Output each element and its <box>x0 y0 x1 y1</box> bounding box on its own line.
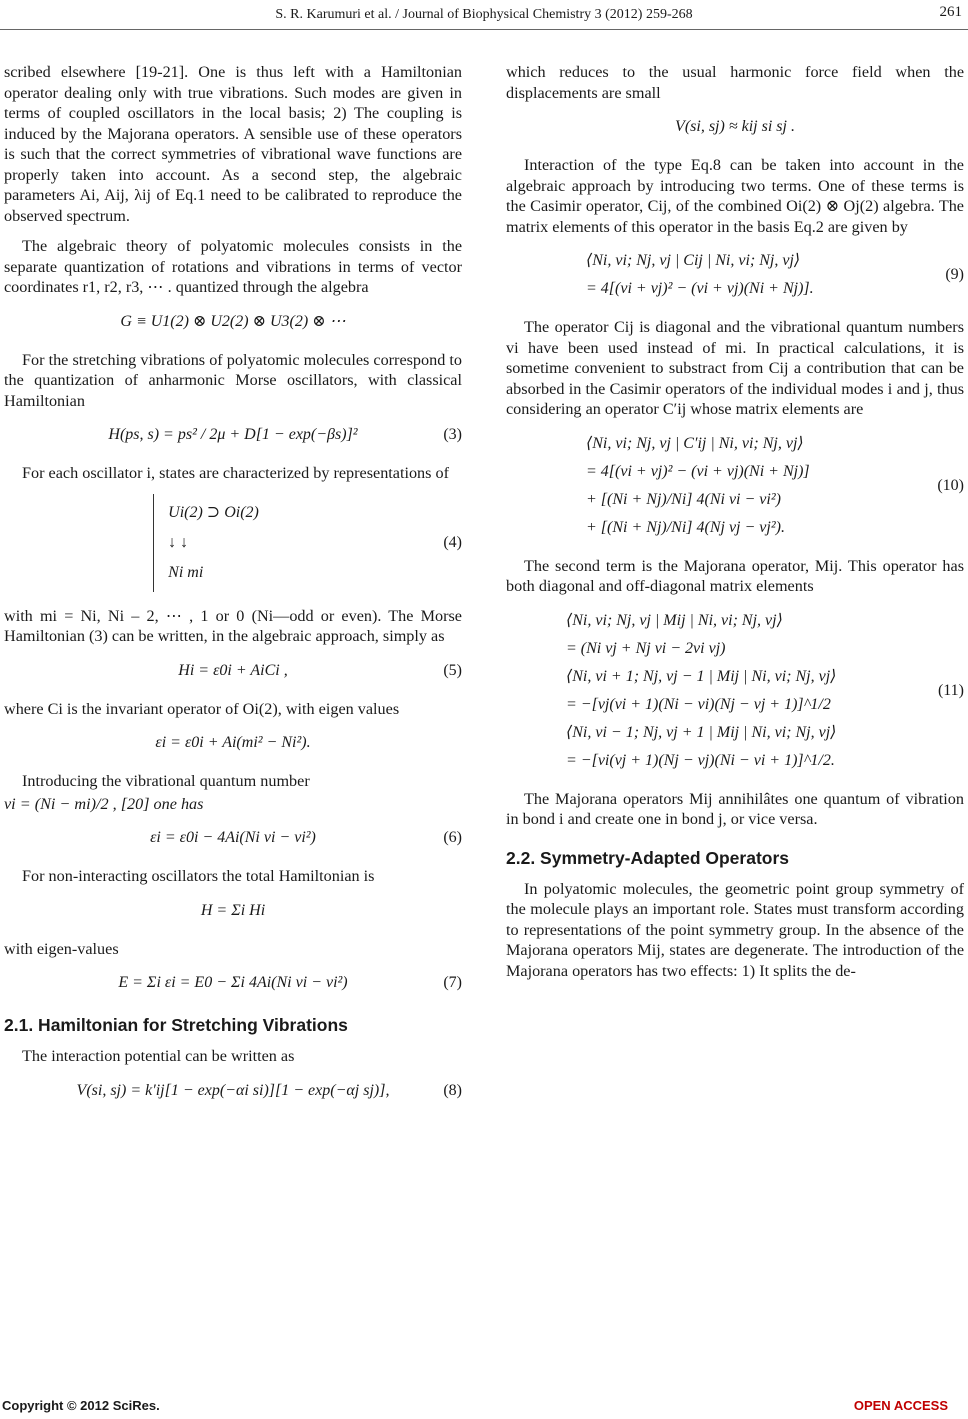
equation-4: Ui(2) ⊃ Oi(2) ↓ ↓ Ni mi (4) <box>4 494 462 592</box>
left-column <box>4 62 462 1119</box>
section-heading: 2.2. Symmetry-Adapted Operators <box>506 847 790 868</box>
equation-number: (7) <box>443 974 462 991</box>
paragraph: For each oscillator i, states are characterized by representations of <box>22 464 449 482</box>
equation-11: ⟨Ni, vi; Nj, vj | Mij | Ni, vi; Nj, vj⟩ = (Ni vj + Nj vi − 2vi vj) ⟨Ni, vi + 1; Nj, vj − 1 | Mij | Ni, vi; Nj, vj⟩ = −[vj(vi + 1)(Ni − vi)(Nj − vj + 1)]^1/2 ⟨Ni, vi − 1; Nj, vj + 1 | Mij | Ni, vi; Nj, vj⟩ = −[vi(vj + 1)(Nj − vj)(Ni − vi + 1)]^1/2. (11) <box>566 611 964 769</box>
equation-number: (5) <box>443 661 462 679</box>
paragraph: The Majorana operators Mij annihilâtes one quantum of vibration in bond i and create one in bond j, or vice versa. <box>506 789 964 828</box>
paragraph: with mi = Ni, Ni – 2, ⋯ , 1 or 0 (Ni—odd or even). The Morse Hamiltonian (3) can be written, in the algebraic approach, simply as <box>4 606 462 645</box>
paragraph: Interaction of the type Eq.8 can be taken into account in the algebraic approach by introducing two terms. One of these terms is the Casimir operator, Cij, of the combined Oi(2) ⊗ Oj(2) algebra. The matrix elements of this operator in the basis Eq.2 are given by <box>506 156 964 236</box>
equation-h: H = Σi Hi <box>200 901 266 919</box>
page-number: 261 <box>939 4 962 20</box>
paragraph: Introducing the vibrational quantum number <box>22 772 310 790</box>
paragraph: scribed elsewhere [19-21]. One is thus left with a Hamiltonian operator dealing only with true vibrations. Such modes are given in terms of coupled oscillators in the local basis; 2) The coupling is induced by the Majorana operators. A sensible use of these operators is such that the correct symmetries of vibrational wave functions are properly taken into account. As a second step, the algebraic parameters Ai, Aij, λij of Eq.1 need to be calibrated to reproduce the observed spectrum. <box>4 63 462 225</box>
equation-number: (4) <box>443 533 462 551</box>
paragraph: with eigen-values <box>4 939 119 958</box>
paragraph: νi = (Ni − mi)/2 , [20] one has <box>4 794 204 813</box>
running-header: S. R. Karumuri et al. / Journal of Biophysical Chemistry 3 (2012) 259-268 <box>275 7 693 22</box>
equation-5: Hi = ε0i + AiCi , (5) <box>4 657 462 685</box>
equation-9: ⟨Ni, vi; Nj, vj | Cij | Ni, vi; Nj, vj⟩ = 4[(vi + vj)² − (vi + vj)(Ni + Nj)]. (9) <box>586 252 964 297</box>
equation-eps: εi = ε0i + Ai(mi² − Ni²). <box>155 734 311 751</box>
equation-g: G ≡ U1(2) ⊗ U2(2) ⊗ U3(2) ⊗ ⋯ <box>120 312 346 330</box>
equation-number: (9) <box>945 265 964 283</box>
header-rule <box>0 29 968 30</box>
section-heading: 2.1. Hamiltonian for Stretching Vibrations <box>4 1015 348 1035</box>
paragraph: where Ci is the invariant operator of Oi(2), with eigen values <box>4 699 400 718</box>
paragraph: For non-interacting oscillators the total Hamiltonian is <box>22 867 375 885</box>
page-header <box>0 0 968 34</box>
equation-7: E = Σi εi = E0 − Σi 4Ai(Ni νi − νi²) (7) <box>4 969 462 997</box>
equation-10: ⟨Ni, vi; Nj, vj | C′ij | Ni, vi; Nj, vj⟩ = 4[(vi + vj)² − (vi + vj)(Ni + Nj)] + [(Ni + Nj)/Ni] 4(Ni vi − vi²) + [(Ni + Nj)/Ni] 4(Nj vj − vj²). (10) <box>586 434 964 536</box>
equation-number: (6) <box>443 829 462 846</box>
equation-v: V(si, sj) ≈ kij si sj . <box>675 118 795 135</box>
equation-number: (11) <box>937 681 964 699</box>
equation-8: V(si, sj) = k′ij[1 − exp(−αi si)][1 − exp(−αj sj)], (8) <box>4 1077 462 1105</box>
paragraph: The algebraic theory of polyatomic molecules consists in the separate quantization of rotations and vibrations in terms of vector coordinates r1, r2, r3, ⋯ . quantized through the algebra <box>4 237 462 296</box>
equation-6: εi = ε0i − 4Ai(Ni νi − νi²) (6) <box>4 824 462 852</box>
paragraph: In polyatomic molecules, the geometric point group symmetry of the molecule plays an important role. States must transform according to representations of the point symmetry group. In the absence of the Majorana operators Mij, states are degenerate. The introduction of the Majorana operators has two effects: 1) It splits the de- <box>506 879 964 980</box>
equation-number: (3) <box>443 426 462 443</box>
paragraph: The operator Cij is diagonal and the vibrational quantum numbers vi have been used instead of mi. In practical calculations, it is sometime convenient to substract from Cij a contribution that can be absorbed in the Casimir operators of the individual modes i and j, thus considering an operator C′ij whose matrix elements are <box>506 318 964 418</box>
paragraph: which reduces to the usual harmonic force field when the displacements are small <box>506 63 964 102</box>
open-access-label: OPEN ACCESS <box>853 1398 948 1413</box>
equation-number: (10) <box>937 476 964 494</box>
right-column <box>506 62 964 991</box>
copyright-notice: Copyright © 2012 SciRes. <box>2 1398 160 1413</box>
paragraph: The interaction potential can be written as <box>22 1047 295 1065</box>
paragraph: The second term is the Majorana operator, Mij. This operator has both diagonal and off-diagonal matrix elements <box>506 556 964 595</box>
equation-3: H(ps, s) = ps² / 2μ + D[1 − exp(−βs)]² (3) <box>4 421 462 449</box>
equation-number: (8) <box>443 1081 462 1099</box>
paragraph: For the stretching vibrations of polyatomic molecules correspond to the quantization of anharmonic Morse oscillators, with classical Hamiltonian <box>4 350 462 410</box>
